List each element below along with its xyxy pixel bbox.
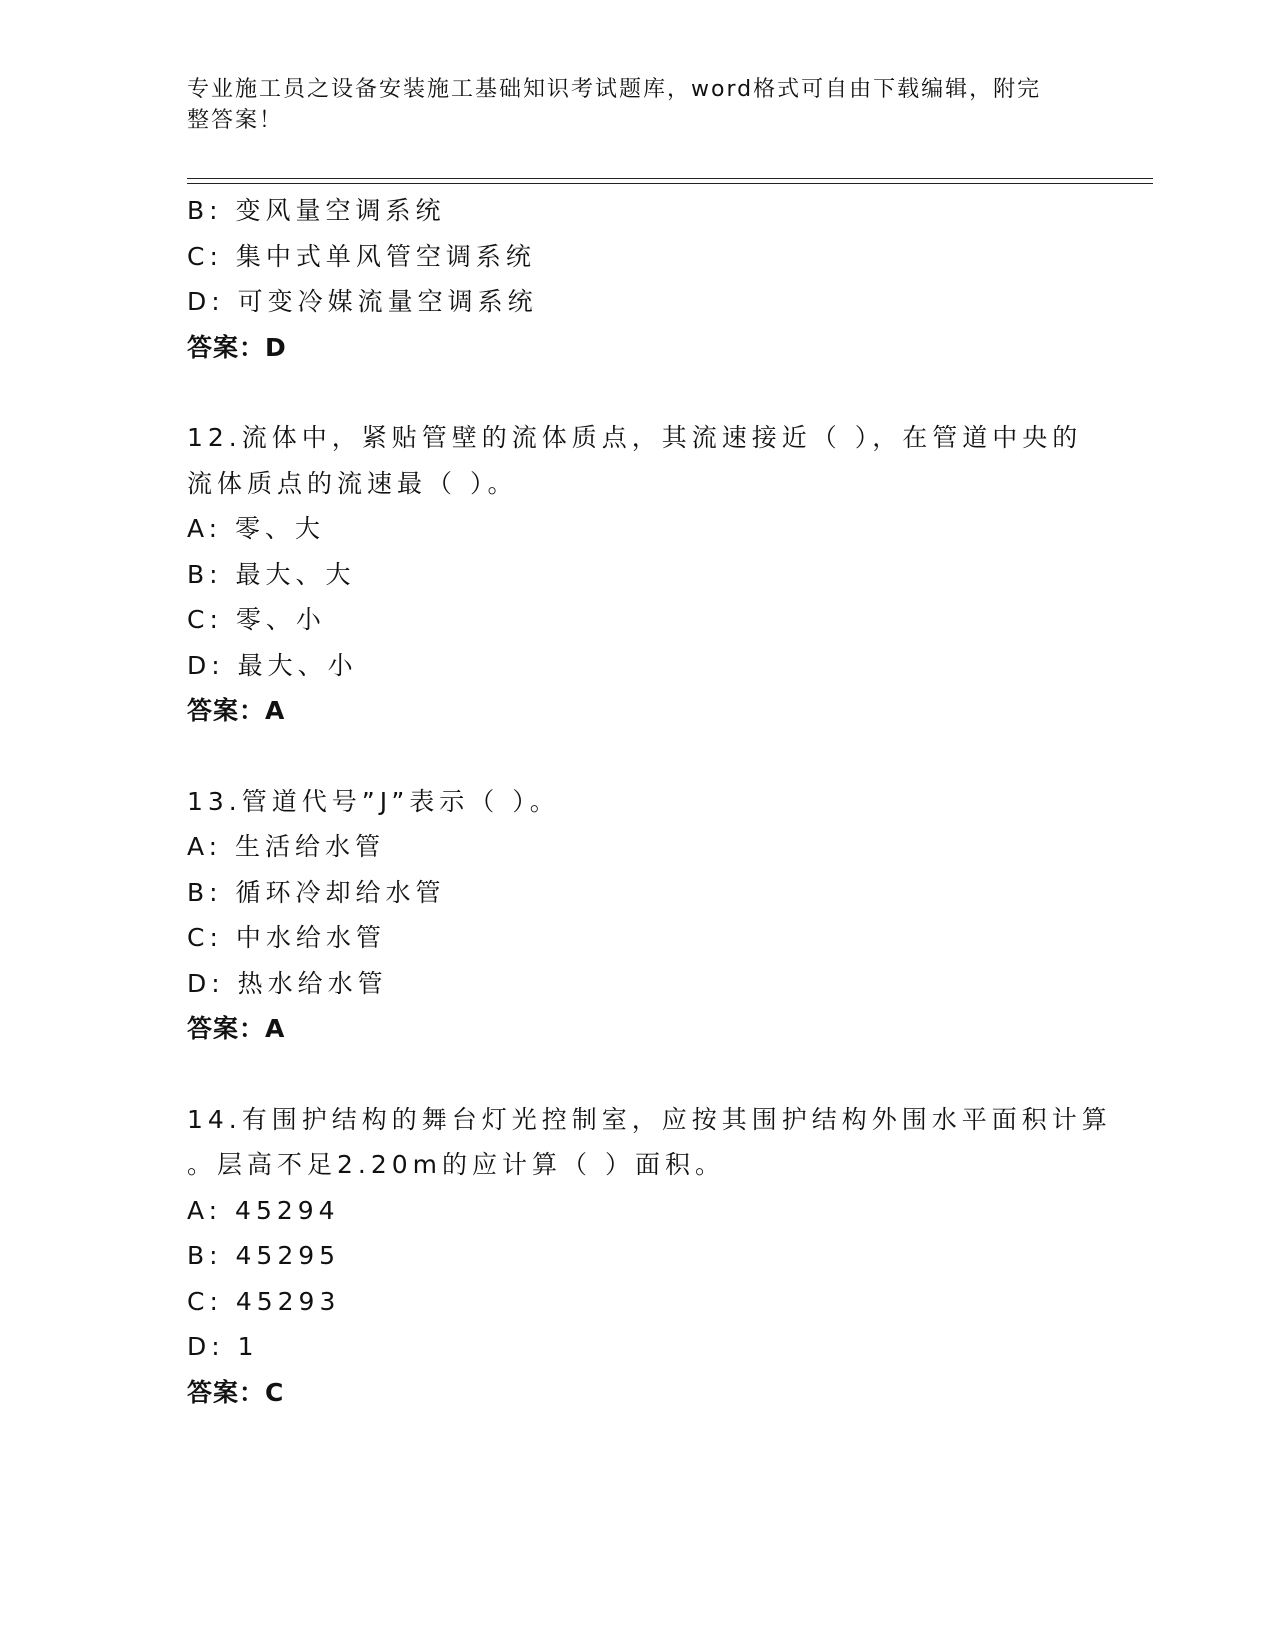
header-divider-top xyxy=(187,178,1153,179)
spacer xyxy=(187,370,1137,415)
question-list xyxy=(187,188,1137,1415)
option-c: C: 集中式单风管空调系统 xyxy=(187,241,536,271)
option-b: B: 循环冷却给水管 xyxy=(187,877,446,907)
option-d: D: 1 xyxy=(187,1332,259,1361)
question-stem-continued: 。层高不足2.20m的应计算（ ）面积。 xyxy=(187,1150,725,1179)
option-a: A: 零、大 xyxy=(187,514,326,543)
spacer xyxy=(187,734,1137,779)
option-c: C: 零、小 xyxy=(187,605,326,634)
document-header xyxy=(187,74,1067,136)
option-b: B: 45295 xyxy=(187,1241,341,1270)
option-d: D: 最大、小 xyxy=(187,650,358,680)
option-a: A: 45294 xyxy=(187,1195,340,1225)
option-d: D: 可变冷媒流量空调系统 xyxy=(187,287,538,316)
option-b: B: 最大、大 xyxy=(187,559,356,589)
question-stem: 12.流体中，紧贴管壁的流体质点，其流速接近（ ），在管道中央的 xyxy=(187,423,1083,452)
header-line-2: 整答案！ xyxy=(187,108,284,133)
option-a: A: 生活给水管 xyxy=(187,832,386,861)
answer-line: 答案：A xyxy=(187,696,286,725)
header-divider-bottom xyxy=(187,183,1153,184)
option-c: C: 中水给水管 xyxy=(187,923,386,952)
spacer xyxy=(187,1052,1137,1097)
question-stem-continued: 流体质点的流速最（ ）。 xyxy=(187,468,518,498)
option-c: C: 45293 xyxy=(187,1286,341,1316)
answer-line: 答案：D xyxy=(187,332,287,362)
option-d: D: 热水给水管 xyxy=(187,968,388,998)
question-stem: 13.管道代号”J”表示（ ）。 xyxy=(187,786,560,816)
answer-line: 答案：C xyxy=(187,1377,285,1407)
question-block-12 xyxy=(187,415,1137,734)
question-block-11 xyxy=(187,188,1137,370)
option-b: B: 变风量空调系统 xyxy=(187,196,446,225)
question-block-13 xyxy=(187,779,1137,1052)
answer-line: 答案：A xyxy=(187,1014,286,1043)
header-line-1: 专业施工员之设备安装施工基础知识考试题库，word格式可自由下载编辑，附完 xyxy=(187,77,1042,102)
question-block-14 xyxy=(187,1097,1137,1416)
question-stem: 14.有围护结构的舞台灯光控制室，应按其围护结构外围水平面积计算 xyxy=(187,1104,1112,1134)
